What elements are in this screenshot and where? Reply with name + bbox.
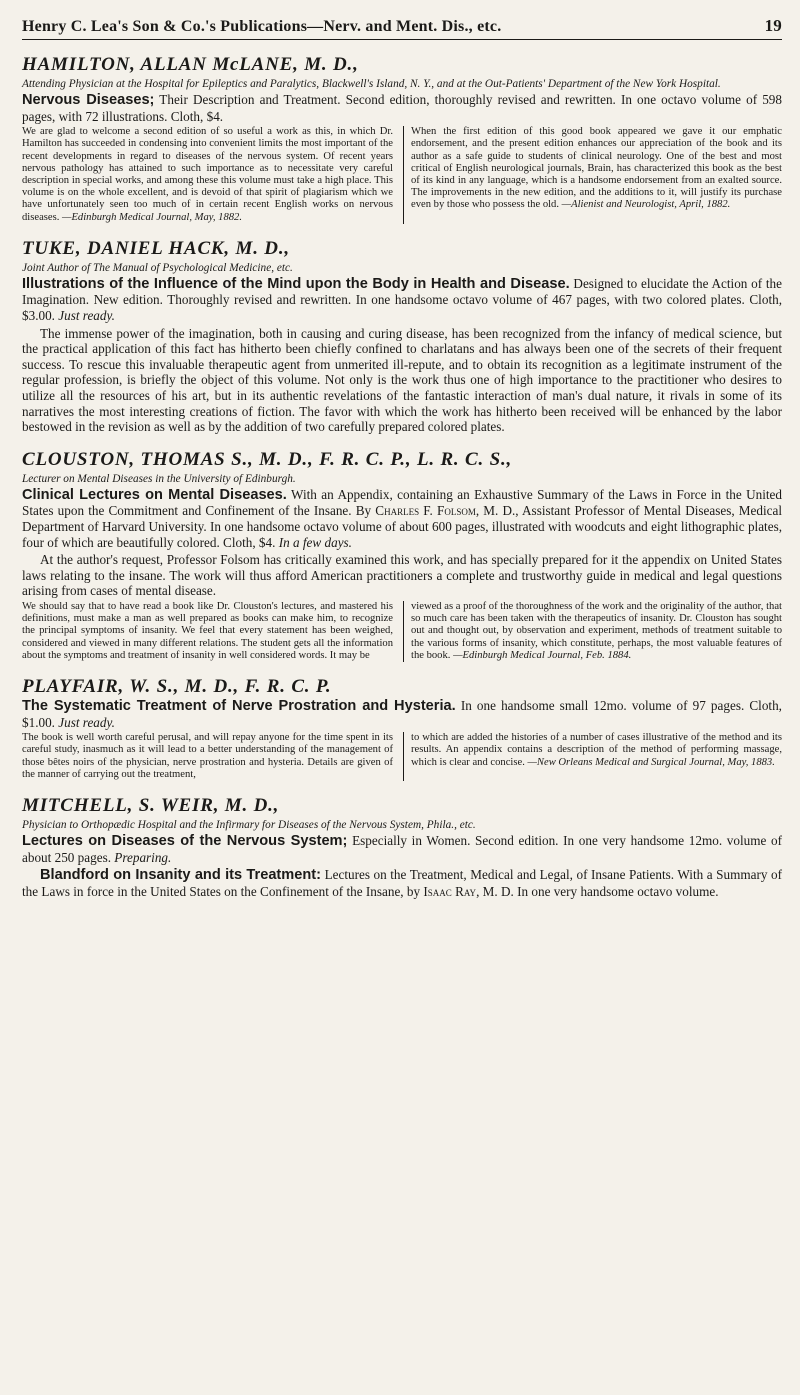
book-details: Their Description and Treatment. Second edition, thoroughly revised and rewritten. In one octavo volume of 598 pages, with 72 illustrations. Cloth, $4. xyxy=(22,92,782,124)
author-affiliation: Physician to Orthopædic Hospital and the Infirmary for Diseases of the Nervous System, Phila., etc. xyxy=(22,818,476,831)
entry-tuke xyxy=(22,238,782,435)
book-blurb: The immense power of the imagination, both in causing and curing disease, has been recognized from the infancy of medical science, but the practical application of this fact has hitherto been chiefly confined to charlatans and has always been one of the secrets of their frequent success. To rescue this invaluable therapeutic agent from unmerited ill-repute, and to obtain its recognition as a legitimate instrument of the regular profession, is briefly the object of this volume. Not only is the work thus one of high importance to the practitioner who desires to utilize all the resources of his art, but in its authentic revelations of the fantastic interaction of man's dual nature, it rivals in some of its narratives the most interesting creations of fiction. The favor with which the work has hitherto been received will be enhanced by the labor bestowed in the revision as well as by the addition of two carefully prepared colored plates. xyxy=(22,325,782,435)
publisher-heading: Henry C. Lea's Son & Co.'s Publications—Nerv. and Ment. Dis., etc. xyxy=(22,18,502,35)
review-source: —Alienist and Neurologist, April, 1882. xyxy=(561,199,731,211)
author-name: MITCHELL, S. WEIR, M. D., xyxy=(22,794,280,816)
availability-status: Just ready. xyxy=(58,714,115,730)
author-affiliation: Attending Physician at the Hospital for Epileptics and Paralytics, Blackwell's Island, N. Y., and at the Out-Patients' Department of the New York Hospital. xyxy=(22,78,721,90)
review-source: —Edinburgh Medical Journal, Feb. 1884. xyxy=(453,649,632,661)
editor-name: Charles F. Folsom xyxy=(375,503,476,519)
book-details-cont: , M. D., Assistant Professor of Mental Diseases, Medical Department of Harvard University. In one handsome octavo volume of about 600 pages, illustrated with woodcuts and eight lithographic plates, four of which are beautifully colored. Cloth, $4. xyxy=(22,503,782,550)
book-details: Lectures on the Treatment, Medical and Legal, of Insane Patients. With a Summary of the Laws in force in the United States on the Confinement of the Insane, by xyxy=(22,867,782,899)
review-left xyxy=(22,732,393,781)
book-title: Blandford on Insanity and its Treatment: xyxy=(40,867,322,884)
book-description xyxy=(22,833,782,865)
author-name: CLOUSTON, THOMAS S., M. D., F. R. C. P., L. R. C. S., xyxy=(22,448,513,470)
author-affiliation: Joint Author of The Manual of Psychological Medicine, etc. xyxy=(22,261,293,274)
author-name: HAMILTON, ALLAN McLANE, M. D., xyxy=(22,54,359,75)
page-number: 19 xyxy=(764,16,782,35)
book-title: Illustrations of the Influence of the Mind upon the Body in Health and Disease. xyxy=(22,275,570,292)
entry-hamilton xyxy=(22,54,782,224)
review-source: —Edinburgh Medical Journal, May, 1882. xyxy=(62,211,243,223)
book-description-blandford xyxy=(22,867,782,899)
book-details: In one handsome small 12mo. volume of 97 pages. Cloth, $1.00. xyxy=(22,697,782,730)
book-description xyxy=(22,276,782,324)
review-left xyxy=(22,601,393,662)
review-text: to which are added the histories of a number of cases illustrative of the method and its results. An appendix contains a description of the method of performing massage, which is clear and concise. xyxy=(411,732,782,768)
entry-mitchell xyxy=(22,795,782,899)
availability-status: Preparing. xyxy=(114,849,172,865)
author-name: TUKE, DANIEL HACK, M. D., xyxy=(22,237,290,259)
review-left xyxy=(22,126,393,224)
book-blurb: At the author's request, Professor Folsom has critically examined this work, and has specially prepared for it the appendix on United States laws relating to the insane. The work will thus afford American practitioners a complete and trustworthy guide in medical and legal questions arising from cases of mental disease. xyxy=(22,552,782,599)
review-text: The book is well worth careful perusal, and will repay anyone for the time spent in its careful study, inasmuch as it will lead to a better understanding of the management of those bêtes noirs of the physician, nerve prostration and hysteria. Details are given of the manner of carrying out the treatment, xyxy=(22,732,393,780)
entry-playfair xyxy=(22,676,782,781)
review-text: We are glad to welcome a second edition of so useful a work as this, in which Dr. Hamilton has succeeded in condensing into convenient limits the most important of the recent developments in regard to diseases of the nervous system. Of recent years nervous pathology has attained to such importance as to necessitate very careful description in special works, and among these this volume must take a high place. This volume is on the whole excellent, and is devoid of that spirit of plagiarism which we have unfortunately seen too much of in certain recent English works on nervous diseases. xyxy=(22,126,393,223)
book-details: With an Appendix, containing an Exhaustive Summary of the Laws in Force in the United States upon the Commitment and Confinement of the Insane. By xyxy=(22,486,782,519)
running-header xyxy=(22,16,782,40)
book-description xyxy=(22,92,782,124)
book-details: Especially in Women. Second edition. In one very handsome 12mo. volume of about 250 pages. xyxy=(22,832,783,865)
book-title: Nervous Diseases; xyxy=(22,92,155,108)
availability-status: Just ready. xyxy=(58,308,115,323)
entry-clouston xyxy=(22,449,782,662)
editor-name: Isaac Ray xyxy=(423,883,477,899)
review-text: We should say that to have read a book like Dr. Clouston's lectures, and mastered his definitions, must make a man as well prepared as books can make him, to recognize the principal symptoms of insanity. We feel that every statement has been weighed, considered and viewed in many different relations. The student gets all the information about the symptoms and treatment of insanity in well considered words. It may be xyxy=(22,600,393,661)
review-right xyxy=(403,732,782,781)
review-text: viewed as a proof of the thoroughness of the work and the originality of the author, that so much care has been taken with the therapeutics of insanity. Dr. Clouston has sought out and thought out, by observation and experiment, methods of treatment suitable to the various forms of insanity, which constitute, perhaps, the most valuable features of the book. xyxy=(411,600,782,661)
review-columns xyxy=(22,126,782,224)
book-title: Lectures on Diseases of the Nervous System; xyxy=(22,832,348,849)
availability-status: In a few days. xyxy=(278,534,352,550)
review-columns xyxy=(22,601,782,662)
book-description xyxy=(22,698,782,730)
book-title: Clinical Lectures on Mental Diseases. xyxy=(22,486,287,503)
review-columns xyxy=(22,732,782,781)
review-source: —New Orleans Medical and Surgical Journal, May, 1883. xyxy=(527,756,775,768)
book-details: Designed to elucidate the Action of the Imagination. New edition. Thoroughly revised and rewritten. In one handsome octavo volume of 467 pages, with two colored plates. Cloth, $3.00. xyxy=(22,275,783,323)
review-right xyxy=(403,601,782,662)
book-details-cont: , M. D. In one very handsome octavo volume. xyxy=(476,883,719,899)
author-affiliation: Lecturer on Mental Diseases in the University of Edinburgh. xyxy=(22,472,296,485)
book-title: The Systematic Treatment of Nerve Prostration and Hysteria. xyxy=(22,697,456,714)
review-right xyxy=(403,126,782,224)
author-name: PLAYFAIR, W. S., M. D., F. R. C. P. xyxy=(22,675,332,697)
review-text: When the first edition of this good book appeared we gave it our emphatic endorsement, and the present edition enhances our appreciation of the book and its author as a safe guide to students of clinical neurology. One of the best and most critical of English neurological journals, Brain, has characterized this book as the best of its kind in any language, which is a handsome endorsement from an exalted source. The improvements in the new edition, and the additions to it, will justify its purchase even by those who possess the old. xyxy=(411,126,782,211)
book-description xyxy=(22,487,782,550)
